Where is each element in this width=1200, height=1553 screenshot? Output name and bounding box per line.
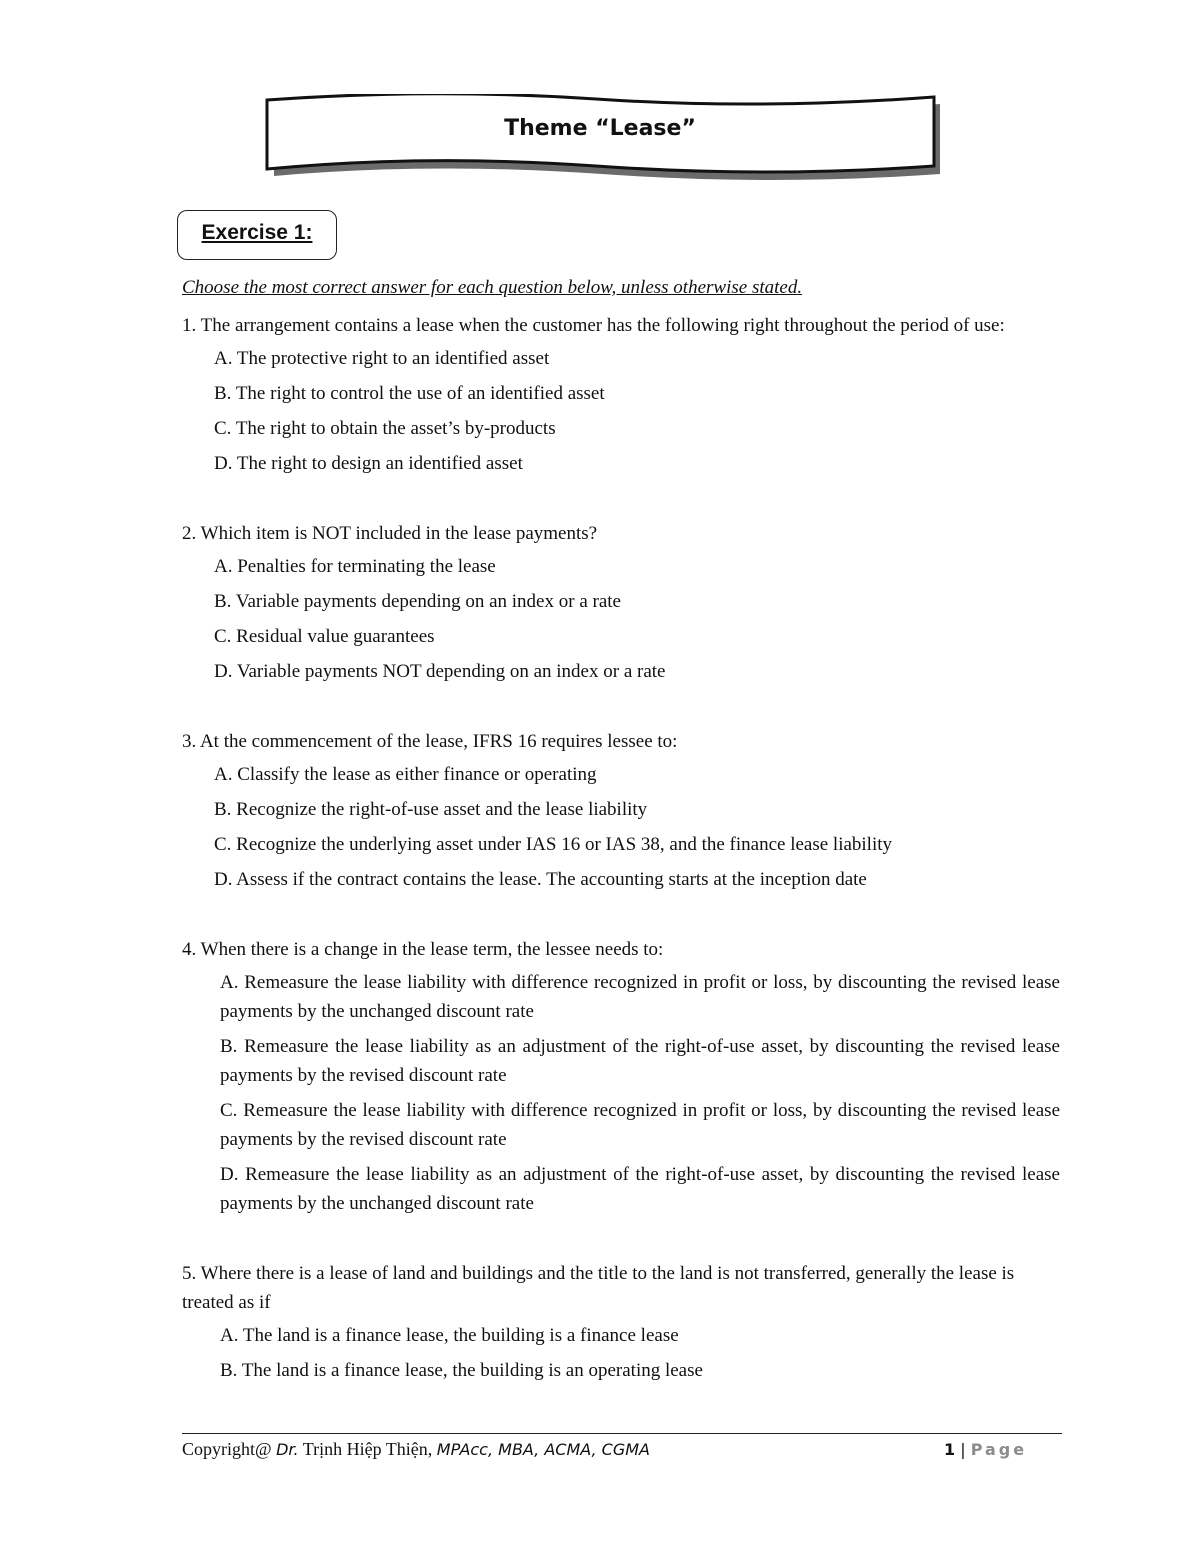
page-title: Theme “Lease” xyxy=(504,116,696,141)
author-title: Dr. xyxy=(276,1440,299,1459)
answer-option: D. The right to design an identified asset xyxy=(214,453,523,474)
page-label: Page xyxy=(970,1440,1028,1459)
page-indicator xyxy=(944,1440,1027,1459)
answer-option: A. Classify the lease as either finance or operating xyxy=(214,764,597,785)
question-2 xyxy=(182,519,1060,686)
answer-option: C. Residual value guarantees xyxy=(214,626,435,647)
question-text: 5. Where there is a lease of land and buildings and the title to the land is not transferred, generally the lease is treated as if xyxy=(182,1263,1015,1313)
copyright-prefix: Copyright@ xyxy=(182,1439,277,1459)
answer-option: D. Assess if the contract contains the lease. The accounting starts at the inception date xyxy=(214,869,867,890)
question-1 xyxy=(182,311,1060,478)
page-number: 1 xyxy=(944,1440,956,1459)
question-text: 1. The arrangement contains a lease when the customer has the following right throughout the period of use: xyxy=(182,315,1005,336)
answer-option: A. Penalties for terminating the lease xyxy=(214,556,496,577)
page-separator: | xyxy=(955,1440,971,1459)
answer-option: C. Remeasure the lease liability with difference recognized in profit or loss, by discounting the revised lease payments by the revised discount rate xyxy=(220,1100,1060,1150)
answer-option: B. Variable payments depending on an index or a rate xyxy=(214,591,621,612)
author-name: Trịnh Hiệp Thiện, xyxy=(298,1439,437,1459)
question-text: 3. At the commencement of the lease, IFRS 16 requires lessee to: xyxy=(182,731,678,752)
answer-option: B. Recognize the right-of-use asset and the lease liability xyxy=(214,799,648,820)
question-list xyxy=(182,311,1060,1426)
footer-copyright xyxy=(182,1439,650,1460)
answer-option: A. Remeasure the lease liability with difference recognized in profit or loss, by discounting the revised lease payments by the unchanged discount rate xyxy=(220,972,1060,1022)
question-5 xyxy=(182,1259,1060,1385)
answer-option: A. The protective right to an identified asset xyxy=(214,348,550,369)
question-3 xyxy=(182,727,1060,894)
exercise-heading-box xyxy=(177,210,337,260)
answer-option: C. The right to obtain the asset’s by-products xyxy=(214,418,556,439)
answer-option: D. Variable payments NOT depending on an index or a rate xyxy=(214,661,666,682)
exercise-heading: Exercise 1: xyxy=(201,221,313,244)
author-credentials: MPAcc, MBA, ACMA, CGMA xyxy=(436,1440,650,1459)
answer-option: B. The right to control the use of an identified asset xyxy=(214,383,605,404)
title-banner xyxy=(262,94,946,186)
question-4 xyxy=(182,935,1060,1218)
answer-option: D. Remeasure the lease liability as an adjustment of the right-of-use asset, by discounting the revised lease payments by the unchanged discount rate xyxy=(220,1164,1060,1214)
question-text: 4. When there is a change in the lease term, the lessee needs to: xyxy=(182,939,664,960)
footer-divider xyxy=(182,1433,1062,1434)
answer-option: C. Recognize the underlying asset under IAS 16 or IAS 38, and the finance lease liability xyxy=(214,834,893,855)
question-text: 2. Which item is NOT included in the lease payments? xyxy=(182,523,598,544)
answer-option: B. Remeasure the lease liability as an adjustment of the right-of-use asset, by discounting the revised lease payments by the revised discount rate xyxy=(220,1036,1060,1086)
instruction-text: Choose the most correct answer for each question below, unless otherwise stated. xyxy=(182,277,803,298)
answer-option: B. The land is a finance lease, the building is an operating lease xyxy=(220,1360,703,1381)
answer-option: A. The land is a finance lease, the building is a finance lease xyxy=(220,1325,679,1346)
